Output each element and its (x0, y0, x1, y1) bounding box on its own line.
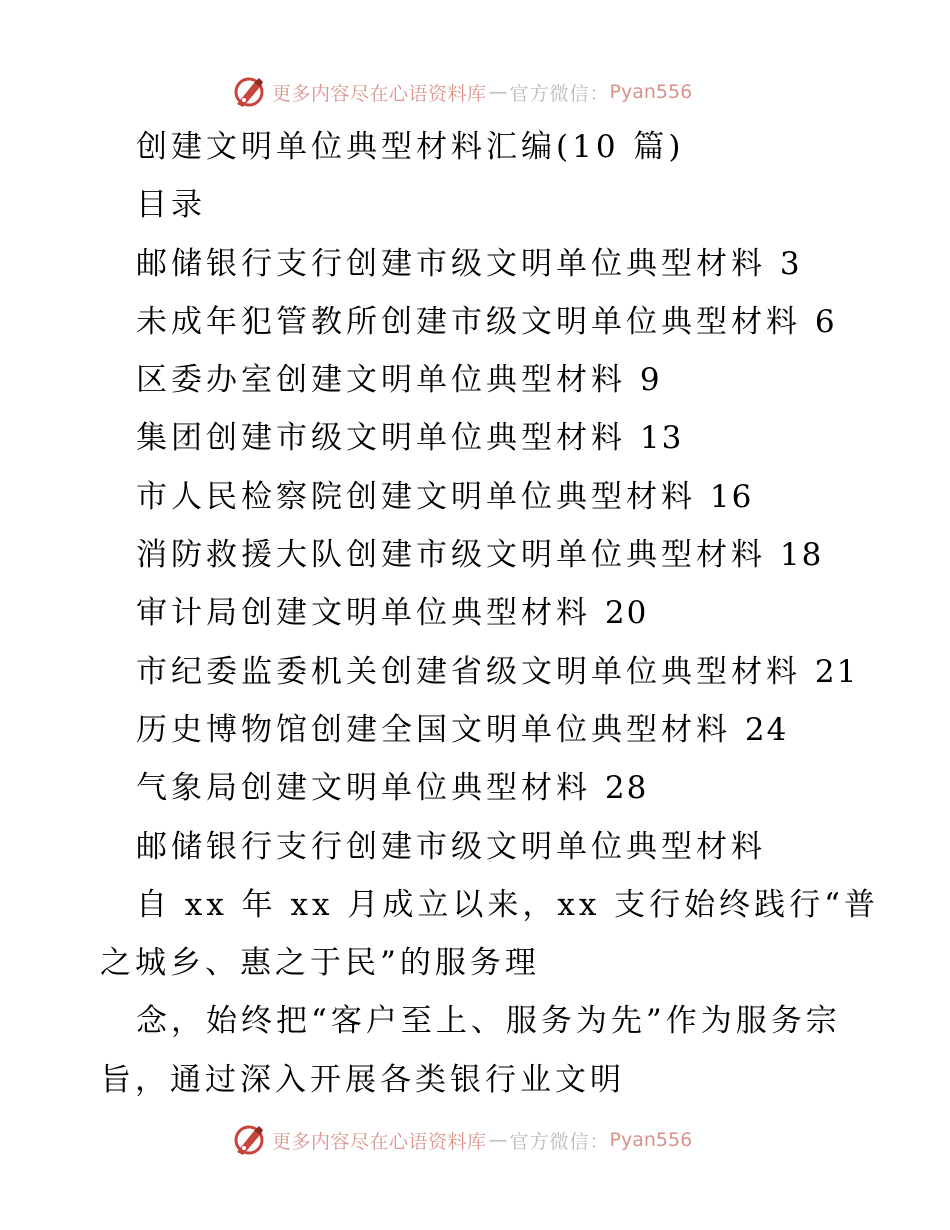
toc-item-title: 邮储银行支行创建市级文明单位典型材料 (136, 245, 766, 282)
toc-item-title: 审计局创建文明单位典型材料 (136, 595, 591, 632)
section-title: 邮储银行支行创建市级文明单位典型材料 (136, 828, 766, 865)
paragraph-line: 念，始终把“客户至上、服务为先”作为服务宗 (136, 1003, 841, 1040)
document-body (100, 118, 880, 1109)
toc-item-title: 区委办室创建文明单位典型材料 (136, 362, 626, 399)
toc-item[interactable] (100, 351, 860, 409)
watermark-official-label: 官方微信： (509, 82, 610, 105)
toc-item-page: 18 (779, 537, 824, 574)
toc-item[interactable] (100, 468, 860, 526)
toc-item[interactable] (100, 235, 860, 293)
document-title: 创建文明单位典型材料汇编(10 篇) (136, 129, 685, 165)
toc-item[interactable] (100, 643, 860, 701)
toc-item-page: 20 (604, 595, 649, 632)
watermark-separator: — (488, 81, 508, 103)
toc-item-page: 3 (779, 245, 802, 282)
toc-item-page: 16 (709, 478, 754, 515)
watermark-wechat-id: Pyan556 (609, 81, 693, 103)
toc-item-title: 消防救援大队创建市级文明单位典型材料 (136, 537, 766, 574)
toc-item[interactable] (100, 759, 860, 817)
paragraph-line: 自 xx 年 xx 月成立以来，xx 支行始终践行“普 (136, 886, 880, 923)
toc-item[interactable] (100, 293, 860, 351)
watermark-banner-top (232, 72, 692, 112)
paragraph-line: 旨，通过深入开展各类银行业文明 (100, 1061, 625, 1098)
toc-item-title: 历史博物馆创建全国文明单位典型材料 (136, 711, 731, 748)
toc-item-title: 市纪委监委机关创建省级文明单位典型材料 (136, 653, 801, 690)
toc-item-page: 6 (814, 303, 837, 340)
toc-item-page: 24 (744, 711, 789, 748)
toc-item-page: 28 (604, 770, 649, 807)
paragraph-line: 之城乡、惠之于民”的服务理 (100, 945, 540, 982)
watermark-official-label: 官方微信： (509, 1130, 610, 1153)
toc-item-title: 市人民检察院创建文明单位典型材料 (136, 478, 696, 515)
watermark-separator: — (488, 1129, 508, 1151)
toc-item[interactable] (100, 701, 860, 759)
watermark-text: 更多内容尽在心语资料库 (272, 82, 487, 105)
toc-item-page: 21 (814, 653, 859, 690)
toc-item-title: 气象局创建文明单位典型材料 (136, 770, 591, 807)
toc-item[interactable] (100, 584, 860, 642)
toc-item[interactable] (100, 409, 860, 467)
toc-heading: 目录 (136, 187, 206, 224)
pen-logo-icon (232, 75, 266, 109)
toc-item-page: 9 (639, 362, 662, 399)
toc-item-page: 13 (639, 420, 684, 457)
toc-item[interactable] (100, 526, 860, 584)
watermark-banner-bottom (232, 1120, 692, 1160)
watermark-wechat-id: Pyan556 (609, 1129, 693, 1151)
pen-logo-icon (232, 1123, 266, 1157)
toc-item-title: 未成年犯管教所创建市级文明单位典型材料 (136, 303, 801, 340)
watermark-text: 更多内容尽在心语资料库 (272, 1130, 487, 1153)
toc-item-title: 集团创建市级文明单位典型材料 (136, 420, 626, 457)
